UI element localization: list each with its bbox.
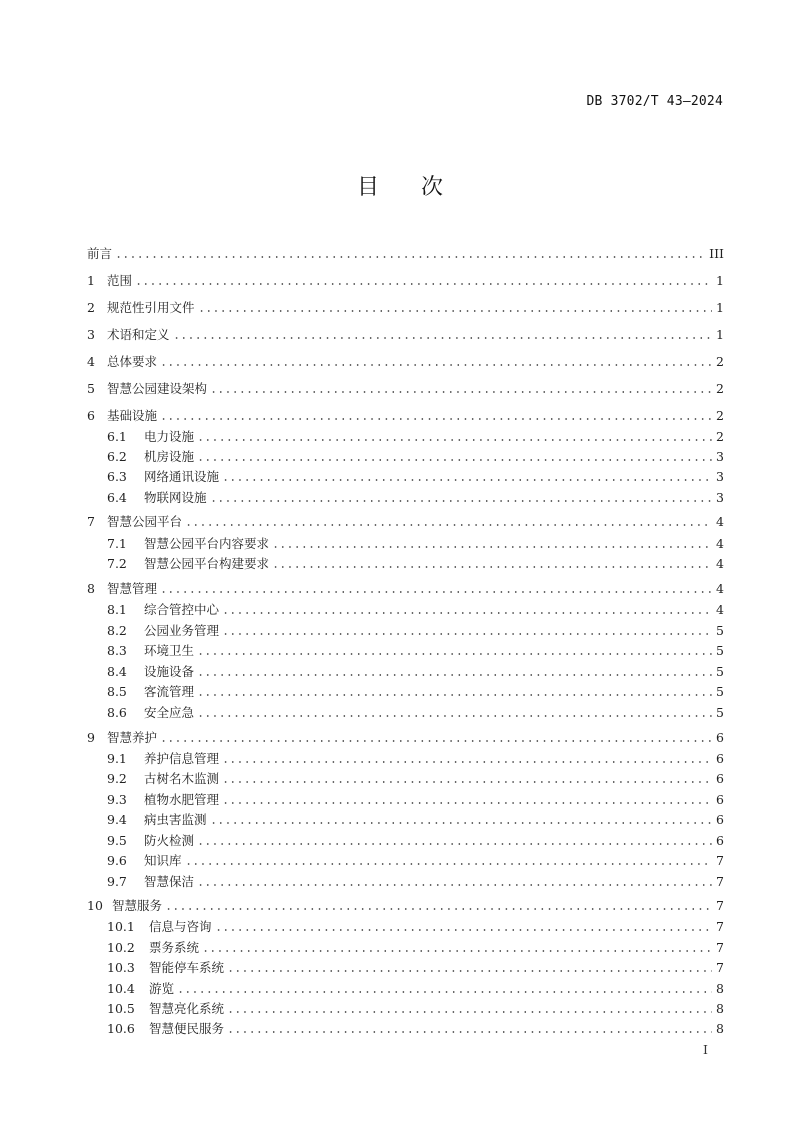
toc-entry-number: 9.2 (107, 771, 127, 786)
toc-entry-number: 5 (87, 381, 95, 396)
toc-leader-dots (160, 582, 712, 594)
toc-leader-dots (222, 793, 712, 805)
toc-leader-dots (222, 603, 712, 615)
toc-entry-number: 7.1 (107, 536, 127, 551)
toc-leader-dots (165, 899, 712, 911)
toc-leader-dots (227, 1002, 712, 1014)
toc-entry-page: 7 (716, 898, 724, 913)
toc-entry-number: 9.6 (107, 853, 127, 868)
toc-entry-number: 10.2 (107, 940, 135, 955)
toc-entry-title: 智慧服务 (112, 898, 163, 913)
toc-entry[interactable] (87, 894, 724, 914)
toc-leader-dots (185, 854, 712, 866)
toc-entry-title: 总体要求 (107, 354, 158, 369)
toc-entry-page: 7 (716, 853, 724, 868)
toc-entry-title: 物联网设施 (144, 490, 207, 505)
toc-entry-number: 10.1 (107, 919, 135, 934)
toc-entry-page: 1 (716, 300, 724, 315)
toc-entry-page: 4 (716, 556, 724, 571)
toc-entry-number: 9 (87, 730, 95, 745)
toc-entry-number: 4 (87, 354, 95, 369)
toc-entry-title: 票务系统 (149, 940, 200, 955)
toc-entry[interactable] (107, 660, 724, 680)
toc-entry-number: 10.4 (107, 981, 135, 996)
toc-entry-page: 4 (716, 514, 724, 529)
toc-entry[interactable] (107, 552, 724, 572)
toc-entry[interactable] (107, 788, 724, 808)
toc-entry-title: 植物水肥管理 (144, 792, 220, 807)
toc-entry[interactable] (87, 510, 724, 530)
toc-entry-number: 1 (87, 273, 95, 288)
toc-leader-dots (197, 685, 712, 697)
toc-entry-title: 术语和定义 (107, 327, 170, 342)
toc-entry-number: 8 (87, 581, 95, 596)
toc-entry-page: 6 (716, 771, 724, 786)
toc-entry-page: 6 (716, 833, 724, 848)
toc-entry-number: 9.4 (107, 812, 127, 827)
toc-entry-number: 8.2 (107, 623, 127, 638)
toc-entry[interactable] (87, 350, 724, 370)
toc-entry[interactable] (107, 465, 724, 485)
toc-entry-page: 4 (716, 602, 724, 617)
toc-entry-number: 8.1 (107, 602, 127, 617)
toc-entry-number: 2 (87, 300, 95, 315)
toc-entry[interactable] (107, 598, 724, 618)
toc-entry-title: 知识库 (144, 853, 182, 868)
toc-entry-title: 智慧亮化系统 (149, 1001, 225, 1016)
toc-entry[interactable] (107, 767, 724, 787)
toc-entry-title: 智慧公园平台 (107, 514, 183, 529)
toc-entry-title: 游览 (149, 981, 175, 996)
toc-entry-number: 9.7 (107, 874, 127, 889)
toc-entry[interactable] (107, 486, 724, 506)
toc-leader-dots (222, 470, 712, 482)
toc-entry-page: 3 (716, 449, 724, 464)
toc-entry[interactable] (107, 747, 724, 767)
toc-leader-dots (115, 247, 705, 259)
toc-leader-dots (197, 875, 712, 887)
toc-entry[interactable] (107, 425, 724, 445)
toc-entry[interactable] (107, 870, 724, 890)
toc-entry-title: 安全应急 (144, 705, 195, 720)
toc-entry-page: 3 (716, 469, 724, 484)
toc-entry-number: 6 (87, 408, 95, 423)
toc-entry-number: 6.3 (107, 469, 127, 484)
toc-entry-page: 5 (716, 623, 724, 638)
toc-entry[interactable] (107, 849, 724, 869)
toc-entry-page: III (709, 246, 724, 261)
toc-entry-page: 5 (716, 643, 724, 658)
toc-entry[interactable] (107, 808, 724, 828)
toc-entry-number: 9.3 (107, 792, 127, 807)
toc-entry-title: 智慧便民服务 (149, 1021, 225, 1036)
toc-leader-dots (185, 515, 712, 527)
toc-entry-page: 7 (716, 940, 724, 955)
toc-entry[interactable] (87, 296, 724, 316)
toc-leader-dots (197, 430, 712, 442)
toc-entry[interactable] (107, 829, 724, 849)
toc-entry-number: 7 (87, 514, 95, 529)
toc-entry-number: 8.5 (107, 684, 127, 699)
toc-leader-dots (197, 834, 712, 846)
toc-entry-title: 古树名木监测 (144, 771, 220, 786)
toc-entry-title: 环境卫生 (144, 643, 195, 658)
toc-entry[interactable] (107, 680, 724, 700)
toc-entry-number: 6.2 (107, 449, 127, 464)
toc-entry-title: 智慧管理 (107, 581, 158, 596)
toc-leader-dots (197, 644, 712, 656)
toc-entry-title: 信息与咨询 (149, 919, 212, 934)
toc-entry-page: 3 (716, 490, 724, 505)
toc-leader-dots (197, 706, 712, 718)
toc-leader-dots (198, 301, 712, 313)
toc-entry[interactable] (107, 956, 724, 976)
toc-leader-dots (210, 813, 712, 825)
page-number: I (703, 1042, 708, 1057)
toc-entry-number: 8.6 (107, 705, 127, 720)
toc-leader-dots (210, 382, 712, 394)
toc-entry-page: 2 (716, 429, 724, 444)
toc-entry-number: 9.1 (107, 751, 127, 766)
toc-entry-title: 智慧公园建设架构 (107, 381, 208, 396)
toc-leader-dots (222, 752, 712, 764)
toc-leader-dots (215, 920, 712, 932)
toc-entry-title: 基础设施 (107, 408, 158, 423)
toc-entry-number: 8.4 (107, 664, 127, 679)
toc-entry-title: 客流管理 (144, 684, 195, 699)
toc-entry-title: 电力设施 (144, 429, 195, 444)
toc-entry-title: 机房设施 (144, 449, 195, 464)
toc-entry-page: 4 (716, 581, 724, 596)
toc-entry-title: 智慧公园平台构建要求 (144, 556, 270, 571)
toc-entry[interactable] (107, 445, 724, 465)
toc-entry-number: 10 (87, 898, 103, 913)
toc-entry-title: 智能停车系统 (149, 960, 225, 975)
toc-entry-page: 6 (716, 792, 724, 807)
toc-entry-number: 6.1 (107, 429, 127, 444)
toc-entry[interactable] (107, 915, 724, 935)
toc-entry-page: 7 (716, 919, 724, 934)
toc-entry[interactable] (87, 377, 724, 397)
toc-entry-title: 养护信息管理 (144, 751, 220, 766)
toc-entry-number: 10.5 (107, 1001, 135, 1016)
toc-leader-dots (227, 961, 712, 973)
toc-entry-number: 6.4 (107, 490, 127, 505)
toc-entry-page: 2 (716, 381, 724, 396)
toc-entry[interactable] (107, 701, 724, 721)
toc-entry-title: 智慧养护 (107, 730, 158, 745)
toc-entry-page: 8 (716, 1001, 724, 1016)
toc-entry[interactable] (107, 936, 724, 956)
toc-entry-page: 8 (716, 981, 724, 996)
toc-entry-title: 综合管控中心 (144, 602, 220, 617)
toc-entry-page: 2 (716, 354, 724, 369)
toc-entry-page: 7 (716, 960, 724, 975)
toc-leader-dots (177, 982, 712, 994)
toc-entry-title: 设施设备 (144, 664, 195, 679)
toc-entry-page: 1 (716, 273, 724, 288)
toc-entry-page: 5 (716, 705, 724, 720)
toc-entry[interactable] (87, 726, 724, 746)
toc-entry-number: 3 (87, 327, 95, 342)
toc-leader-dots (202, 941, 712, 953)
toc-entry-page: 1 (716, 327, 724, 342)
toc-entry[interactable] (87, 269, 724, 289)
toc-entry-title: 智慧保洁 (144, 874, 195, 889)
toc-entry-number: 8.3 (107, 643, 127, 658)
toc-entry[interactable] (107, 619, 724, 639)
toc-entry[interactable] (107, 639, 724, 659)
toc-leader-dots (197, 665, 712, 677)
toc-entry-title: 规范性引用文件 (107, 300, 195, 315)
toc-entry-page: 8 (716, 1021, 724, 1036)
toc-entry[interactable] (107, 997, 724, 1017)
toc-entry[interactable] (87, 242, 724, 262)
toc-entry-page: 2 (716, 408, 724, 423)
toc-leader-dots (222, 624, 712, 636)
standard-code: DB 3702/T 43—2024 (586, 94, 723, 109)
toc-leader-dots (173, 328, 712, 340)
toc-leader-dots (222, 772, 712, 784)
toc-entry-title: 智慧公园平台内容要求 (144, 536, 270, 551)
toc-leader-dots (210, 491, 712, 503)
toc-entry-page: 6 (716, 751, 724, 766)
toc-entry-page: 5 (716, 664, 724, 679)
toc-entry-title: 防火检测 (144, 833, 195, 848)
toc-entry-title: 公园业务管理 (144, 623, 220, 638)
title-char-1: 目 (356, 175, 379, 200)
toc-entry-number: 9.5 (107, 833, 127, 848)
title-char-2: 次 (421, 175, 444, 200)
toc-entry-page: 7 (716, 874, 724, 889)
toc-entry-title: 网络通讯设施 (144, 469, 220, 484)
toc-leader-dots (197, 450, 712, 462)
toc-entry[interactable] (87, 577, 724, 597)
toc-entry-number: 7.2 (107, 556, 127, 571)
toc-leader-dots (227, 1022, 712, 1034)
toc-entry-page: 5 (716, 684, 724, 699)
toc-leader-dots (272, 537, 712, 549)
toc-entry-title: 病虫害监测 (144, 812, 207, 827)
toc-entry-number: 10.3 (107, 960, 135, 975)
toc-entry[interactable] (107, 977, 724, 997)
toc-entry-page: 6 (716, 812, 724, 827)
toc-entry-number: 10.6 (107, 1021, 135, 1036)
page-title (0, 170, 800, 201)
toc-entry-title: 前言 (87, 246, 113, 261)
toc-leader-dots (160, 355, 712, 367)
toc-entry[interactable] (87, 323, 724, 343)
toc-entry[interactable] (87, 404, 724, 424)
toc-leader-dots (272, 557, 712, 569)
toc-entry-page: 6 (716, 730, 724, 745)
toc-leader-dots (160, 731, 712, 743)
toc-entry-title: 范围 (107, 273, 133, 288)
toc-entry-page: 4 (716, 536, 724, 551)
toc-entry[interactable] (107, 1017, 724, 1037)
toc-leader-dots (160, 409, 712, 421)
toc-leader-dots (135, 274, 712, 286)
toc-entry[interactable] (107, 532, 724, 552)
